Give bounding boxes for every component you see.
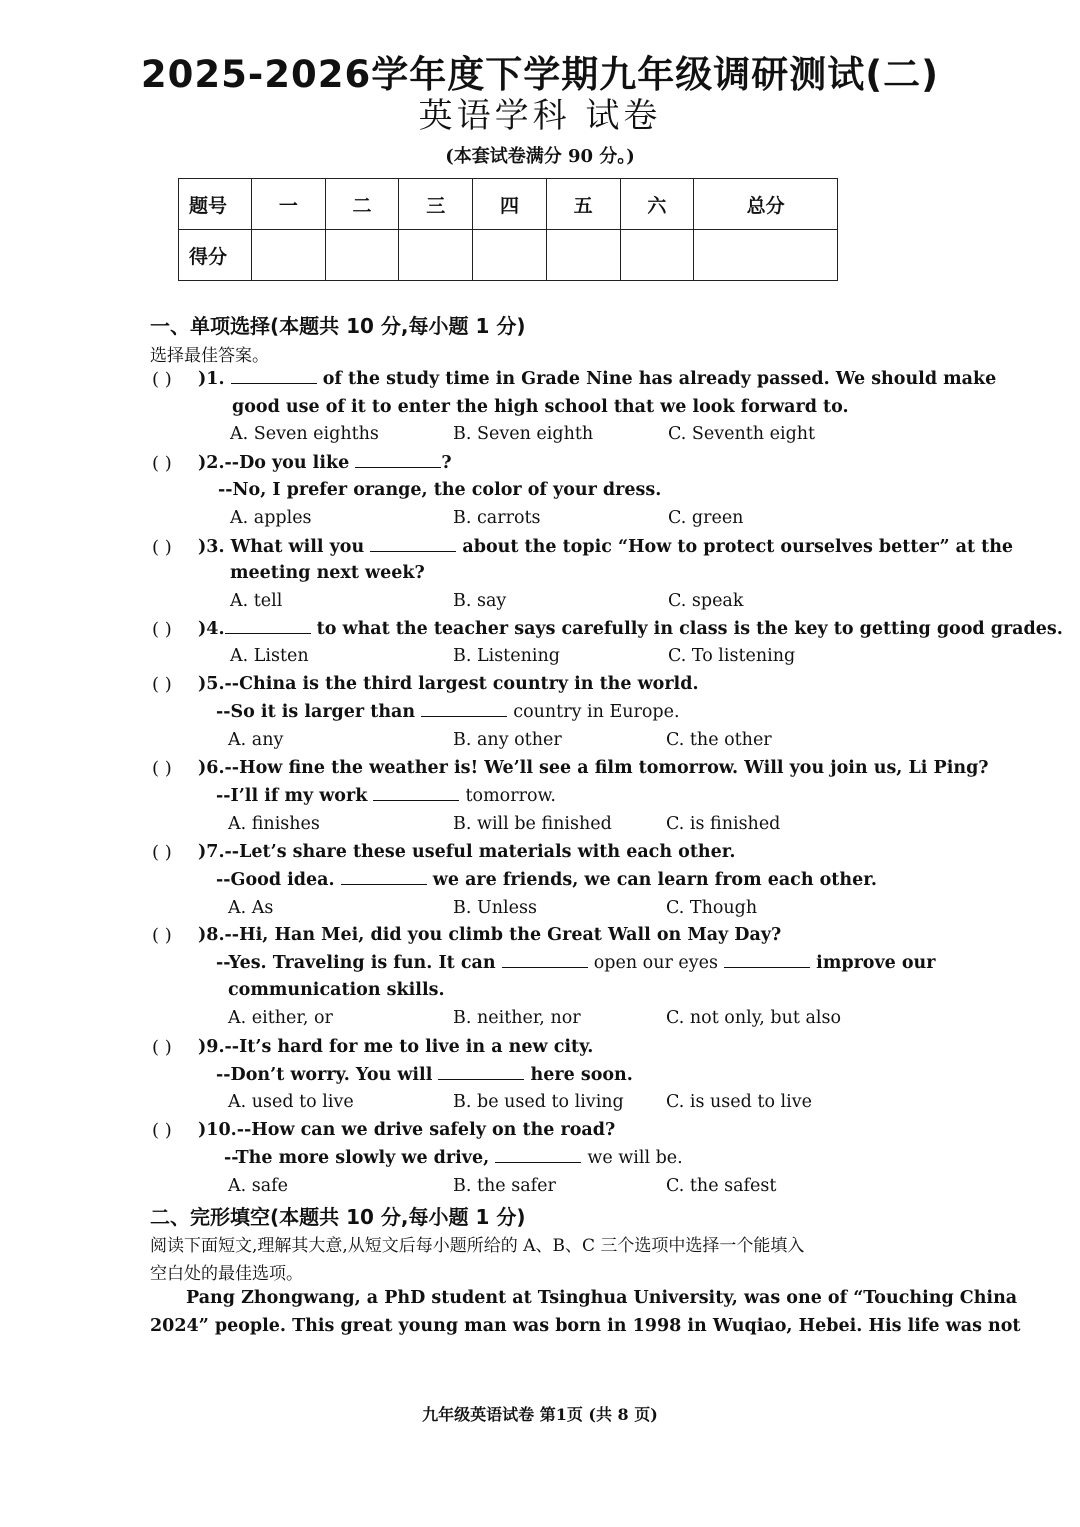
question-6-line2: --I’ll if my work tomorrow. (216, 786, 556, 806)
option-b: B. any other (453, 730, 562, 750)
option-b: B. carrots (453, 508, 541, 528)
score-input-cell[interactable] (620, 230, 694, 281)
answer-paren[interactable]: ( ) (152, 619, 172, 640)
option-c: C. To listening (668, 646, 796, 666)
option-b: B. Listening (453, 646, 560, 666)
question-2-line2: --No, I prefer orange, the color of your dress. (218, 480, 662, 500)
section1-heading: 一、单项选择(本题共 10 分,每小题 1 分) (150, 314, 526, 338)
question-7-line2: --Good idea. we are friends, we can learn from each other. (216, 870, 877, 890)
score-table (178, 178, 838, 281)
option-c: C. not only, but also (666, 1008, 841, 1028)
score-cell: 一 (252, 179, 326, 230)
section2-instruction: 阅读下面短文,理解其大意,从短文后每小题所给的 A、B、C 三个选项中选择一个能填入 (150, 1236, 805, 1256)
question-3: )3. What will you about the topic “How to protect ourselves better” at the (198, 537, 1014, 557)
option-c: C. speak (668, 591, 744, 611)
option-c: C. the safest (666, 1176, 777, 1196)
option-c: C. is finished (666, 814, 781, 834)
question-1: )1. of the study time in Grade Nine has already passed. We should make (198, 369, 997, 389)
score-cell: 题号 (179, 179, 252, 230)
option-b: B. say (453, 591, 507, 611)
option-a: A. apples (230, 508, 312, 528)
question-4: )4. to what the teacher says carefully in class is the key to getting good grades. (198, 619, 1063, 639)
option-a: A. either, or (228, 1008, 333, 1028)
passage-line-2: 2024” people. This great young man was born in 1998 in Wuqiao, Hebei. His life was not (150, 1316, 1021, 1336)
question-6: )6.--How fine the weather is! We’ll see a film tomorrow. Will you join us, Li Ping? (198, 758, 989, 778)
answer-blank (341, 870, 427, 885)
page-footer: 九年级英语试卷 第1页 (共 8 页) (422, 1405, 658, 1424)
option-b: B. Unless (453, 898, 537, 918)
section2-instruction-cont: 空白处的最佳选项。 (150, 1264, 303, 1284)
answer-blank (495, 1148, 581, 1163)
score-cell: 得分 (179, 230, 252, 281)
answer-blank (355, 453, 441, 468)
question-8-line3: communication skills. (228, 980, 445, 1000)
score-input-cell[interactable] (546, 230, 620, 281)
option-a: A. safe (228, 1176, 289, 1196)
answer-blank (438, 1065, 524, 1080)
answer-paren[interactable]: ( ) (152, 369, 172, 390)
answer-blank (373, 786, 459, 801)
option-a: A. any (228, 730, 284, 750)
score-input-cell[interactable] (399, 230, 473, 281)
answer-paren[interactable]: ( ) (152, 537, 172, 558)
answer-paren[interactable]: ( ) (152, 758, 172, 779)
score-cell: 五 (546, 179, 620, 230)
section2-heading: 二、完形填空(本题共 10 分,每小题 1 分) (150, 1205, 526, 1229)
score-cell: 三 (399, 179, 473, 230)
option-a: A. used to live (228, 1092, 354, 1112)
option-c: C. the other (666, 730, 772, 750)
option-c: C. Seventh eight (668, 424, 816, 444)
answer-paren[interactable]: ( ) (152, 925, 172, 946)
question-9: )9.--It’s hard for me to live in a new city. (198, 1037, 594, 1057)
full-score-note: (本套试卷满分 90 分。) (445, 146, 635, 167)
answer-blank (231, 369, 317, 384)
question-7: )7.--Let’s share these useful materials with each other. (198, 842, 736, 862)
answer-paren[interactable]: ( ) (152, 453, 172, 474)
score-table-header-row (179, 179, 838, 230)
question-10: )10.--How can we drive safely on the road? (198, 1120, 616, 1140)
score-input-cell[interactable] (473, 230, 547, 281)
question-3-line2: meeting next week? (230, 563, 425, 583)
question-5-line2: --So it is larger than country in Europe. (216, 702, 680, 722)
option-a: A. tell (230, 591, 283, 611)
option-a: A. Seven eighths (230, 424, 379, 444)
question-8-line2: --Yes. Traveling is fun. It can open our eyes improve our (216, 953, 936, 973)
answer-blank (225, 619, 311, 634)
option-a: A. Listen (230, 646, 309, 666)
score-cell: 六 (620, 179, 694, 230)
question-9-line2: --Don’t worry. You will here soon. (216, 1065, 633, 1085)
option-b: B. Seven eighth (453, 424, 594, 444)
answer-blank (421, 702, 507, 717)
question-10-line2: --The more slowly we drive, we will be. (224, 1148, 683, 1168)
answer-blank (724, 953, 810, 968)
question-8: )8.--Hi, Han Mei, did you climb the Great Wall on May Day? (198, 925, 782, 945)
answer-blank (502, 953, 588, 968)
answer-paren[interactable]: ( ) (152, 674, 172, 695)
exam-title: 2025-2026学年度下学期九年级调研测试(二) (140, 53, 940, 96)
option-a: A. finishes (228, 814, 320, 834)
score-table-score-row (179, 230, 838, 281)
score-cell: 四 (473, 179, 547, 230)
option-b: B. be used to living (453, 1092, 624, 1112)
option-b: B. the safer (453, 1176, 556, 1196)
score-input-cell[interactable] (325, 230, 399, 281)
exam-subject-title: 英语学科 试卷 (418, 96, 662, 136)
question-1-line2: good use of it to enter the high school that we look forward to. (232, 397, 849, 417)
score-cell: 总分 (694, 179, 838, 230)
option-c: C. is used to live (666, 1092, 812, 1112)
option-a: A. As (228, 898, 274, 918)
option-b: B. neither, nor (453, 1008, 581, 1028)
option-c: C. green (668, 508, 744, 528)
score-input-cell[interactable] (252, 230, 326, 281)
score-cell: 二 (325, 179, 399, 230)
answer-paren[interactable]: ( ) (152, 842, 172, 863)
score-input-cell[interactable] (694, 230, 838, 281)
answer-paren[interactable]: ( ) (152, 1120, 172, 1141)
option-c: C. Though (666, 898, 758, 918)
question-5: )5.--China is the third largest country in the world. (198, 674, 699, 694)
option-b: B. will be finished (453, 814, 612, 834)
section1-instruction: 选择最佳答案。 (150, 346, 269, 366)
passage-line-1: Pang Zhongwang, a PhD student at Tsinghua University, was one of “Touching China (186, 1288, 1018, 1308)
question-2: )2.--Do you like ? (198, 453, 452, 473)
answer-paren[interactable]: ( ) (152, 1037, 172, 1058)
answer-blank (370, 537, 456, 552)
